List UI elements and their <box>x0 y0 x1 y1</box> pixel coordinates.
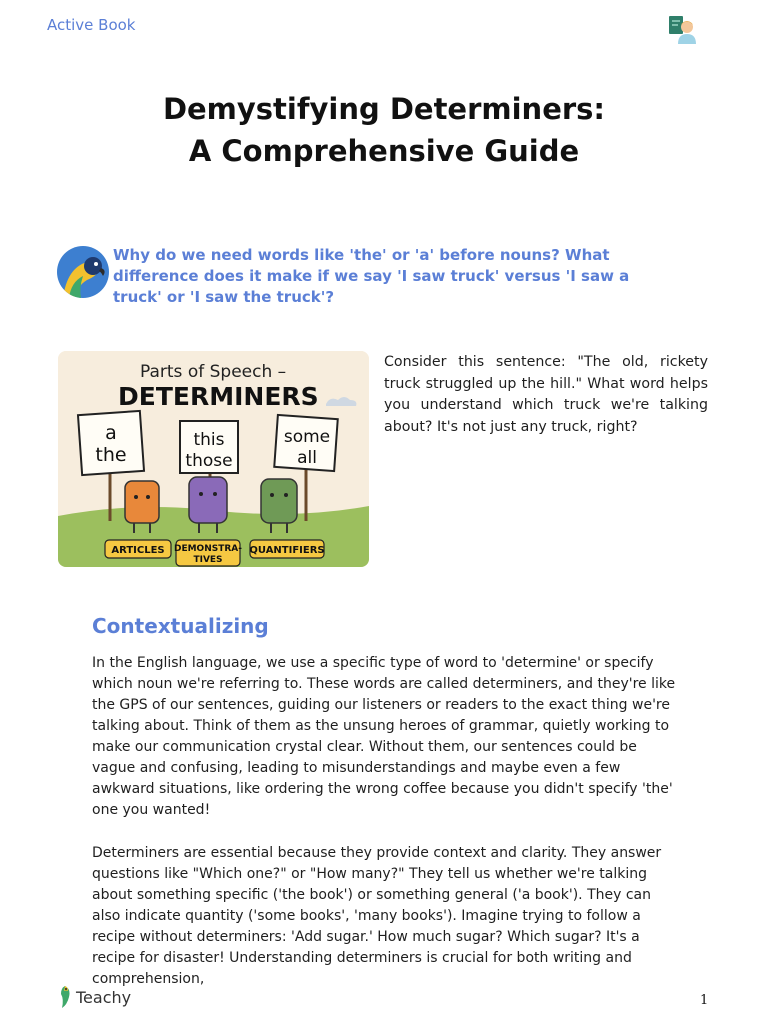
guiding-question: Why do we need words like 'the' or 'a' before nouns? What difference does it make if we say 'I saw truck' versus 'I saw a truck' or 'I saw the truck'? <box>113 246 630 306</box>
svg-text:ARTICLES: ARTICLES <box>111 545 165 556</box>
svg-text:TIVES: TIVES <box>193 555 223 565</box>
svg-text:the: the <box>95 444 127 466</box>
svg-text:this: this <box>193 430 225 450</box>
teachy-logo-text: Teachy <box>76 987 132 1007</box>
svg-text:a: a <box>105 422 117 444</box>
svg-text:DEMONSTRA-: DEMONSTRA- <box>173 544 243 554</box>
teachy-parrot-icon <box>58 985 72 1009</box>
page-number: 1 <box>700 993 709 1008</box>
svg-text:some: some <box>283 427 331 447</box>
determiners-illustration <box>58 351 369 567</box>
body-paragraph-2: Determiners are essential because they provide context and clarity. They answer questions like "Which one?" or "How many?" They tell us whether we're talking about something specific ('the book') or something general ('a book'). They can also indicate quantity ('some books', 'many books'). Imagine trying to follow a recipe without determiners: 'Add sugar.' How much sugar? Which sugar? It's a recipe for disaster! Understanding determiners is crucial for both writing and comprehension, <box>92 845 662 987</box>
teacher-icon <box>668 14 698 44</box>
teachy-logo <box>58 985 131 1009</box>
parrot-avatar <box>57 246 109 298</box>
illustration-heading-big: DETERMINERS <box>118 382 319 411</box>
page-title: Demystifying Determiners: A Comprehensive Guide <box>162 92 606 168</box>
svg-text:those: those <box>185 451 233 471</box>
body-paragraph-1: In the English language, we use a specific type of word to 'determine' or specify which noun we're referring to. These words are called determiners, and they're like the GPS of our sentences, guiding our listeners or readers to the exact thing we're talking about. Think of them as the unsung heroes of grammar, quietly working to make our communication crystal clear. Without them, our sentences could be vague and confusing, leading to misunderstandings and maybe even a few awkward situations, like ordering the wrong coffee because you didn't specify 'the' one you wanted! <box>92 655 676 818</box>
svg-text:QUANTIFIERS: QUANTIFIERS <box>249 545 325 556</box>
section-heading: Contextualizing <box>92 614 269 638</box>
active-book-link[interactable]: Active Book <box>47 16 136 34</box>
illustration-heading-small: Parts of Speech – <box>140 362 287 382</box>
intro-paragraph: Consider this sentence: "The old, rickety truck struggled up the hill." What word helps you understand which truck we're talking about? It's not just any truck, right? <box>384 354 708 435</box>
svg-text:all: all <box>297 448 317 468</box>
